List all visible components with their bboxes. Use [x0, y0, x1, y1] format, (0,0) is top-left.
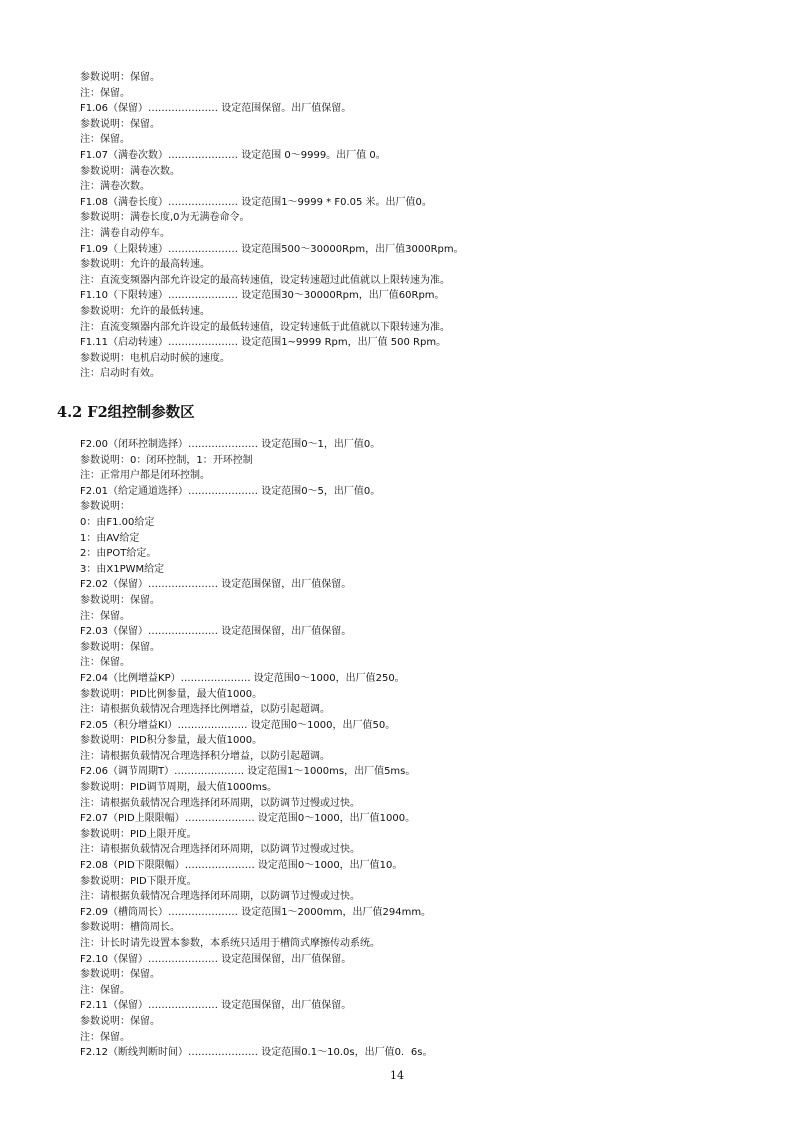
text-line: 注：保留。: [80, 657, 130, 669]
text-line: F2.06（调节周期T）………………… 设定范围1～1000ms，出厂值5ms。: [80, 766, 416, 778]
text-line: 注：保留。: [80, 1031, 130, 1043]
text-line: 注：请根据负载情况合理选择闭环周期，以防调节过慢或过快。: [80, 891, 360, 903]
text-line: 注：直流变频器内部允许设定的最低转速值，设定转速低于此值就以下限转速为准。: [80, 321, 450, 333]
section-heading: 4.2 F2组控制参数区: [57, 404, 195, 421]
text-line: 参数说明：PID积分参量，最大值1000。: [80, 735, 263, 747]
text-line: F1.11（启动转速）………………… 设定范围1~9999 Rpm，出厂值 500 Rpm。: [80, 337, 447, 349]
text-line: 参数说明：保留。: [80, 72, 160, 83]
text-line: F2.02（保留）………………… 设定范围保留，出厂值保留。: [80, 579, 352, 591]
parameter-lines-bottom: [80, 437, 770, 1061]
text-line: 参数说明：保留。: [80, 1015, 160, 1027]
text-line: F2.01（给定通道选择）………………… 设定范围0～5，出厂值0。: [80, 485, 381, 497]
text-line: 注：保留。: [80, 610, 130, 622]
text-line: 参数说明：槽筒周长。: [80, 922, 180, 934]
text-line: 注：满卷次数。: [80, 181, 150, 193]
text-line: F2.09（槽筒周长）………………… 设定范围1～2000mm，出厂值294mm。: [80, 906, 432, 918]
text-line: F1.09（上限转速）………………… 设定范围500～30000Rpm，出厂值3000Rpm。: [80, 243, 464, 255]
text-line: 注：请根据负载情况合理选择闭环周期，以防调节过慢或过快。: [80, 844, 360, 856]
text-line: F2.08（PID下限限幅）………………… 设定范围0～1000，出厂值10。: [80, 860, 403, 872]
text-line: 注：正常用户都是闭环控制。: [80, 470, 210, 482]
text-line: 参数说明：保留。: [80, 118, 160, 130]
text-line: F2.11（保留）………………… 设定范围保留，出厂值保留。: [80, 1000, 352, 1012]
text-line: F2.04（比例增益KP）………………… 设定范围0～1000，出厂值250。: [80, 672, 405, 684]
text-line: 参数说明：满卷长度,0为无满卷命令。: [80, 212, 250, 224]
text-line: F1.07（满卷次数）………………… 设定范围 0～9999。出厂值 0。: [80, 149, 386, 161]
text-line: 参数说明：: [80, 501, 130, 513]
text-line: F2.03（保留）………………… 设定范围保留，出厂值保留。: [80, 626, 352, 638]
text-line: 注：满卷自动停车。: [80, 227, 170, 239]
text-line: 注：启动时有效。: [80, 368, 160, 380]
text-line: 参数说明：保留。: [80, 641, 160, 653]
text-line: 注：请根据负载情况合理选择积分增益，以防引起超调。: [80, 750, 330, 762]
text-line: 参数说明：PID上限开度。: [80, 828, 197, 840]
text-line: 1：由AV给定: [80, 532, 140, 544]
text-line: 0：由F1.00给定: [80, 516, 155, 528]
text-line: 参数说明：保留。: [80, 969, 160, 981]
text-line: 注：保留。: [80, 984, 130, 996]
text-line: 2：由POT给定。: [80, 548, 157, 560]
text-line: 参数说明：允许的最低转速。: [80, 305, 210, 317]
text-line: 注：请根据负载情况合理选择闭环周期，以防调节过慢或过快。: [80, 797, 360, 809]
text-line: F2.05（积分增益KI）………………… 设定范围0～1000，出厂值50。: [80, 719, 396, 731]
text-line: F2.10（保留）………………… 设定范围保留，出厂值保留。: [80, 953, 352, 965]
text-line: 注：直流变频器内部允许设定的最高转速值，设定转速超过此值就以上限转速为准。: [80, 274, 450, 286]
text-line: 参数说明：满卷次数。: [80, 165, 180, 177]
page-number: 14: [390, 1069, 404, 1082]
text-line: F1.06（保留）………………… 设定范围保留。出厂值保留。: [80, 103, 352, 115]
text-line: 参数说明：保留。: [80, 594, 160, 606]
text-line: F2.07（PID上限限幅）………………… 设定范围0～1000，出厂值1000。: [80, 813, 416, 825]
text-line: 参数说明：PID比例参量，最大值1000。: [80, 688, 263, 700]
text-line: 参数说明：电机启动时候的速度。: [80, 352, 230, 364]
parameter-lines-top: [80, 70, 770, 382]
text-line: 注：计长时请先设置本参数，本系统只适用于槽筒式摩擦传动系统。: [80, 938, 380, 949]
text-line: 参数说明：0：闭环控制，1：开环控制: [80, 454, 253, 466]
text-line: 参数说明：PID下限开度。: [80, 875, 197, 887]
text-line: F1.10（下限转速）………………… 设定范围30～30000Rpm，出厂值60Rpm。: [80, 290, 445, 302]
text-line: 注：保留。: [80, 134, 130, 146]
text-line: 参数说明：允许的最高转速。: [80, 259, 210, 271]
text-line: F2.00（闭环控制选择）………………… 设定范围0～1，出厂值0。: [80, 439, 381, 450]
text-line: 参数说明：PID调节周期，最大值1000ms。: [80, 782, 278, 794]
text-line: 注：请根据负载情况合理选择比例增益，以防引起超调。: [80, 704, 330, 716]
text-line: 3：由X1PWM给定: [80, 563, 165, 575]
text-line: F2.12（断线判断时间）………………… 设定范围0.1～10.0s，出厂值0．6s。: [80, 1047, 433, 1059]
text-line: 注：保留。: [80, 87, 130, 99]
text-line: F1.08（满卷长度）………………… 设定范围1～9999 * F0.05 米。出厂值0。: [80, 196, 432, 208]
